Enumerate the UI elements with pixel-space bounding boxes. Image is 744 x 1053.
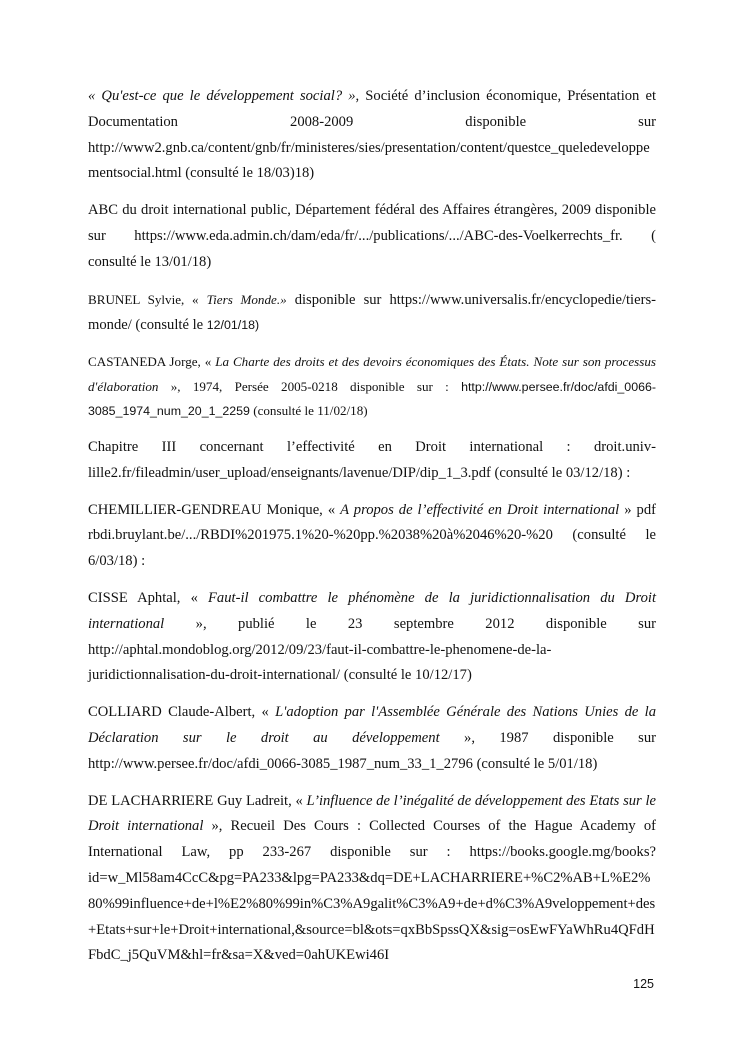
reference-author: BRUNEL Sylvie, « bbox=[88, 291, 199, 307]
reference-consultation-date: 12/01/18) bbox=[206, 318, 260, 333]
page-number: 125 bbox=[633, 977, 654, 991]
reference-title: Tiers Monde.» bbox=[206, 291, 287, 307]
reference-url[interactable]: http://www.persee.fr/doc/afdi_0066-3085_1974_num_20_1_2259 bbox=[88, 379, 656, 419]
reference-chapitre-iii bbox=[88, 435, 656, 487]
reference-text: , Société d’inclusion économique, Présentation et Documentation 2008-2009 disponible sur bbox=[88, 88, 657, 130]
reference-text: ABC du droit international public, Département fédéral des Affaires étrangères, 2009 disponible sur https://www.eda.admin.ch/dam/eda/fr/.../publications/.../ABC-des-Voelkerrechts_fr. ( consulté le 13/01/18) bbox=[88, 202, 656, 270]
reference-title: Faut-il combattre le phénomène de la juridictionnalisation du Droit international bbox=[88, 589, 657, 632]
reference-author: CHEMILLIER-GENDREAU Monique, « bbox=[88, 501, 336, 518]
reference-text: », Recueil Des Cours : Collected Courses of the Hague Academy of International Law, pp 233-267 disponible sur : https://books.google.mg/books?id=w_Ml58am4CcC&pg=PA233&lpg=PA233&dq=DE+LACHARRIERE+%C2%AB+L%E2%80%99influence+de+l%E2%80%99in%C3%A9galit%C3%A9+de+d%C3%A9veloppement+des+Etats+sur+le+Droit+international,&source=bl&ots=qxBbSpssQX&sig=osEwFYaWhRu4QFdHFbdC_j5QuVM&hl=fr&sa=X&ved=0ahUKEwi46I bbox=[88, 818, 656, 964]
reference-title: La Charte des droits et des devoirs économiques des États. Note sur son processus d'élaboration bbox=[88, 354, 656, 394]
reference-title: « Qu'est-ce que le développement social? » bbox=[88, 88, 356, 104]
reference-text: Chapitre III concernant l’effectivité en Droit international : droit.univ-lille2.fr/fileadmin/user_upload/enseignants/lavenue/DIP/dip_1_3.pdf (consulté le 03/12/18) : bbox=[88, 438, 656, 481]
reference-castaneda bbox=[88, 350, 656, 424]
bibliography-list bbox=[88, 84, 656, 980]
reference-consultation-date: (consulté le 18/03)18) bbox=[181, 165, 315, 182]
reference-de-lacharriere bbox=[88, 789, 656, 970]
reference-abc-droit-international bbox=[88, 198, 656, 275]
reference-brunel bbox=[88, 287, 656, 340]
reference-title: L’influence de l’inégalité de développement des Etats sur le Droit international bbox=[88, 792, 657, 835]
reference-chemillier-gendreau bbox=[88, 498, 656, 575]
reference-colliard bbox=[88, 700, 656, 777]
reference-cisse bbox=[88, 586, 656, 689]
reference-author: DE LACHARRIERE Guy Ladreit, « bbox=[88, 792, 303, 809]
reference-author: COLLIARD Claude-Albert, « bbox=[88, 704, 269, 721]
reference-author: CASTANEDA Jorge, « bbox=[88, 354, 212, 370]
reference-author: CISSE Aphtal, « bbox=[88, 589, 198, 606]
reference-text: », 1987 disponible sur http://www.persee.fr/doc/afdi_0066-3085_1987_num_33_1_2796 (consulté le 5/01/18) bbox=[88, 729, 656, 772]
reference-consultation-date: (consulté le 11/02/18) bbox=[249, 403, 368, 419]
reference-text: », publié le 23 septembre 2012 disponible sur http://aphtal.mondoblog.org/2012/09/23/faut-il-combattre-le-phenomene-de-la-juridictionnalisation-du-droit-international/ (consulté le 10/12/17) bbox=[88, 615, 656, 684]
reference-developpement-social bbox=[88, 84, 656, 187]
reference-title: L'adoption par l'Assemblée Générale des Nations Unies de la Déclaration sur le droit au développement bbox=[88, 704, 657, 746]
reference-title: A propos de l’effectivité en Droit international bbox=[340, 501, 620, 518]
reference-text: », 1974, Persée 2005-0218 disponible sur : bbox=[158, 378, 462, 394]
reference-text: disponible sur https://www.universalis.fr/encyclopedie/tiers-monde/ (consulté le bbox=[88, 291, 656, 334]
reference-text: » pdf rbdi.bruylant.be/.../RBDI%201975.1%20-%20pp.%2038%20à%2046%20-%20 (consulté le 6/03/18) : bbox=[88, 501, 656, 570]
reference-url[interactable]: http://www2.gnb.ca/content/gnb/fr/ministeres/sies/presentation/content/questce_queledeveloppementsocial.html bbox=[88, 139, 650, 182]
